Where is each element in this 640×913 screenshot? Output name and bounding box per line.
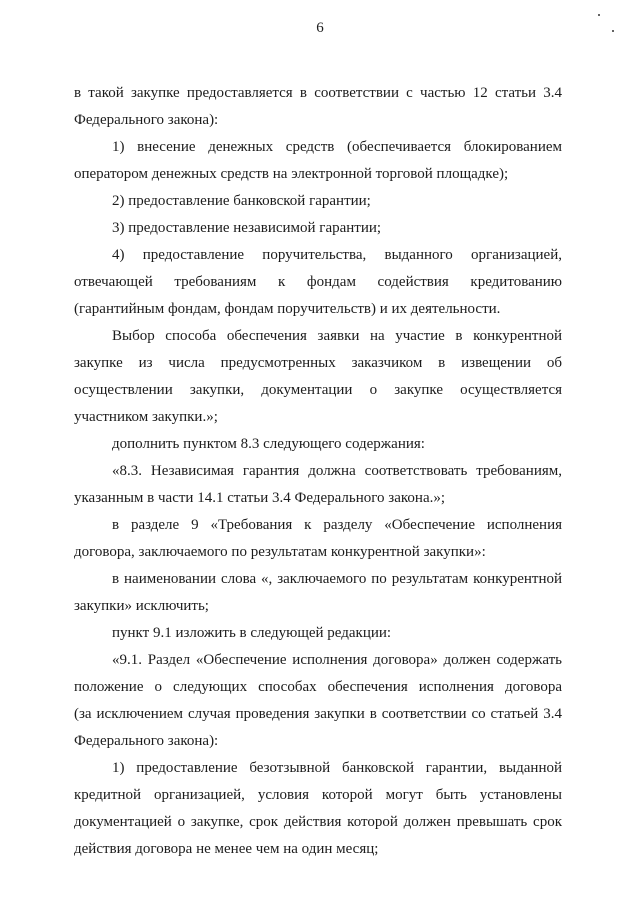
text-line: (гарантийным фондам, фондам поручительств) и их деятельности. xyxy=(74,301,501,317)
text-line: Федерального закона): xyxy=(74,733,219,749)
text-line: 1) предоставление безотзывной банковской гарантии, выданной xyxy=(112,760,562,776)
scan-speck xyxy=(598,14,600,16)
text-line: «9.1. Раздел «Обеспечение исполнения договора» должен содержать xyxy=(112,652,562,668)
text-line: Выбор способа обеспечения заявки на участие в конкурентной xyxy=(112,328,562,344)
text-line: 1) внесение денежных средств (обеспечивается блокированием xyxy=(112,139,562,155)
text-line: Федерального закона): xyxy=(74,112,219,128)
text-line: 2) предоставление банковской гарантии; xyxy=(112,193,371,209)
text-line: дополнить пунктом 8.3 следующего содержания: xyxy=(112,436,425,452)
document-body xyxy=(74,80,562,863)
text-line: 4) предоставление поручительства, выданного организацией, xyxy=(112,247,562,263)
text-line: (за исключением случая проведения закупки в соответствии со статьей 3.4 xyxy=(74,706,562,722)
scan-speck xyxy=(612,30,614,32)
text-line: «8.3. Независимая гарантия должна соответствовать требованиям, xyxy=(112,463,562,479)
text-line: в разделе 9 «Требования к разделу «Обеспечение исполнения xyxy=(112,517,562,533)
text-line: 3) предоставление независимой гарантии; xyxy=(112,220,382,236)
page-number: 6 xyxy=(316,20,324,36)
text-line: указанным в части 14.1 статьи 3.4 Федерального закона.»; xyxy=(74,490,446,506)
text-line: положение о следующих способах обеспечения исполнения договора xyxy=(74,679,562,695)
text-line: оператором денежных средств на электронной торговой площадке); xyxy=(74,166,509,182)
text-line: закупке из числа предусмотренных заказчиком в извещении об xyxy=(74,355,562,371)
text-line: в такой закупке предоставляется в соответствии с частью 12 статьи 3.4 xyxy=(74,85,562,101)
text-line: договора, заключаемого по результатам конкурентной закупки»: xyxy=(74,544,486,560)
text-line: участником закупки.»; xyxy=(74,409,218,425)
text-line: в наименовании слова «, заключаемого по результатам конкурентной xyxy=(112,571,562,587)
text-line: осуществлении закупки, документации о закупке осуществляется xyxy=(74,382,562,398)
text-line: закупки» исключить; xyxy=(74,598,209,614)
text-line: пункт 9.1 изложить в следующей редакции: xyxy=(112,625,392,641)
text-line: кредитной организацией, условия которой могут быть установлены xyxy=(74,787,562,803)
text-line: отвечающей требованиям к фондам содействия кредитованию xyxy=(74,274,562,290)
text-line: действия договора не менее чем на один месяц; xyxy=(74,841,379,857)
text-line: документацией о закупке, срок действия которой должен превышать срок xyxy=(74,814,562,830)
